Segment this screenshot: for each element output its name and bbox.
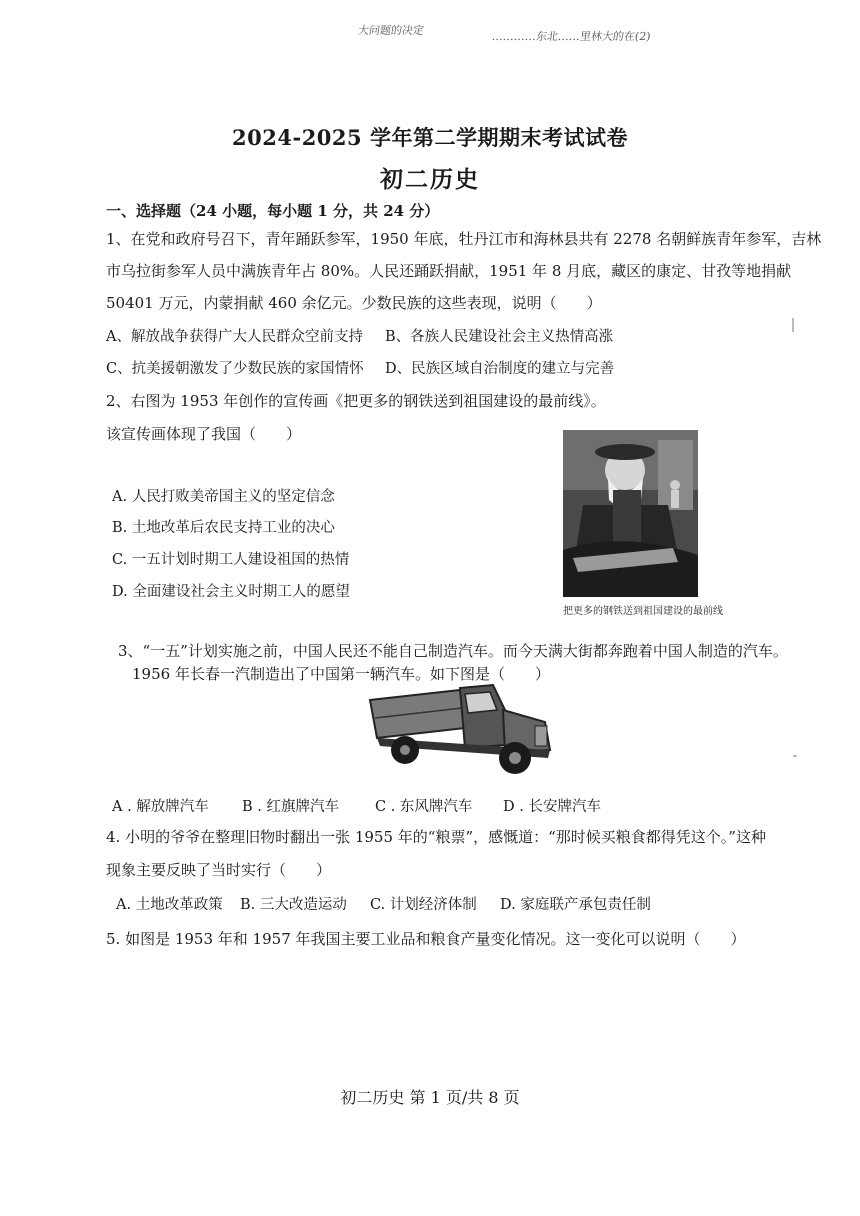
propaganda-poster-image	[563, 430, 698, 597]
q3-line-2: 1956 年长春一汽制造出了中国第一辆汽车。如下图是（ ）	[132, 665, 550, 683]
q4-option-d: D. 家庭联产承包责任制	[500, 897, 651, 913]
page-footer: 初二历史 第 1 页/共 8 页	[340, 1088, 520, 1107]
q2-line-1: 2、右图为 1953 年创作的宣传画《把更多的钢铁送到祖国建设的最前线》。	[106, 392, 606, 410]
q2-option-c: C. 一五计划时期工人建设祖国的热情	[112, 552, 350, 568]
q5-line-1: 5. 如图是 1953 年和 1957 年我国主要工业品和粮食产量变化情况。这一变化可以说明（ ）	[106, 930, 746, 948]
q3-option-b: B . 红旗牌汽车	[242, 799, 339, 815]
q2-line-2: 该宣传画体现了我国（ ）	[106, 425, 302, 443]
section-heading: 一、选择题（24 小题，每小题 1 分，共 24 分）	[106, 202, 440, 220]
q4-line-1: 4. 小明的爷爷在整理旧物时翻出一张 1955 年的“粮票”，感慨道：“那时候买粮食都得凭这个。”这种	[106, 828, 766, 846]
bleed-text-right: …………东北……里林大的在(2)	[491, 30, 652, 43]
q4-option-a: A. 土地改革政策	[116, 897, 223, 913]
q1-option-d: D、民族区域自治制度的建立与完善	[385, 361, 615, 377]
exam-title: 2024-2025 学年第二学期期末考试试卷	[232, 125, 628, 150]
q1-option-b: B、各族人民建设社会主义热情高涨	[385, 329, 614, 345]
q3-option-a: A . 解放牌汽车	[112, 799, 209, 815]
q3-option-c: C . 东风牌汽车	[375, 799, 473, 815]
truck-image	[365, 680, 555, 780]
q3-option-d: D . 长安牌汽车	[503, 799, 601, 815]
bleed-text-left: 大问题的决定	[357, 24, 425, 37]
q4-line-2: 现象主要反映了当时实行（ ）	[106, 861, 332, 879]
q3-line-1: 3、“一五”计划实施之前，中国人民还不能自己制造汽车。而今天满大街都奔跑着中国人制造的汽车。	[118, 642, 788, 660]
q4-option-c: C. 计划经济体制	[370, 897, 477, 913]
q4-option-b: B. 三大改造运动	[240, 897, 347, 913]
exam-subtitle: 初二历史	[380, 166, 480, 193]
q1-option-c: C、抗美援朝激发了少数民族的家国情怀	[106, 361, 364, 377]
scan-mark	[792, 318, 794, 332]
q1-line-2: 市乌拉街参军人员中满族青年占 80%。人民还踊跃捐献，1951 年 8 月底，藏区的康定、甘孜等地捐献	[106, 262, 792, 280]
poster-caption: 把更多的钢铁送到祖国建设的最前线	[563, 606, 723, 617]
q1-line-3: 50401 万元，内蒙捐献 460 余亿元。少数民族的这些表现，说明（ ）	[106, 294, 602, 312]
q2-option-a: A. 人民打败美帝国主义的坚定信念	[112, 489, 335, 505]
q2-option-d: D. 全面建设社会主义时期工人的愿望	[112, 584, 350, 600]
q1-option-a: A、解放战争获得广大人民群众空前支持	[106, 329, 363, 345]
q1-line-1: 1、在党和政府号召下，青年踊跃参军，1950 年底，牡丹江市和海林县共有 2278 名朝鲜族青年参军，吉林	[106, 230, 822, 248]
q2-option-b: B. 土地改革后农民支持工业的决心	[112, 520, 335, 536]
scan-mark	[793, 755, 797, 757]
